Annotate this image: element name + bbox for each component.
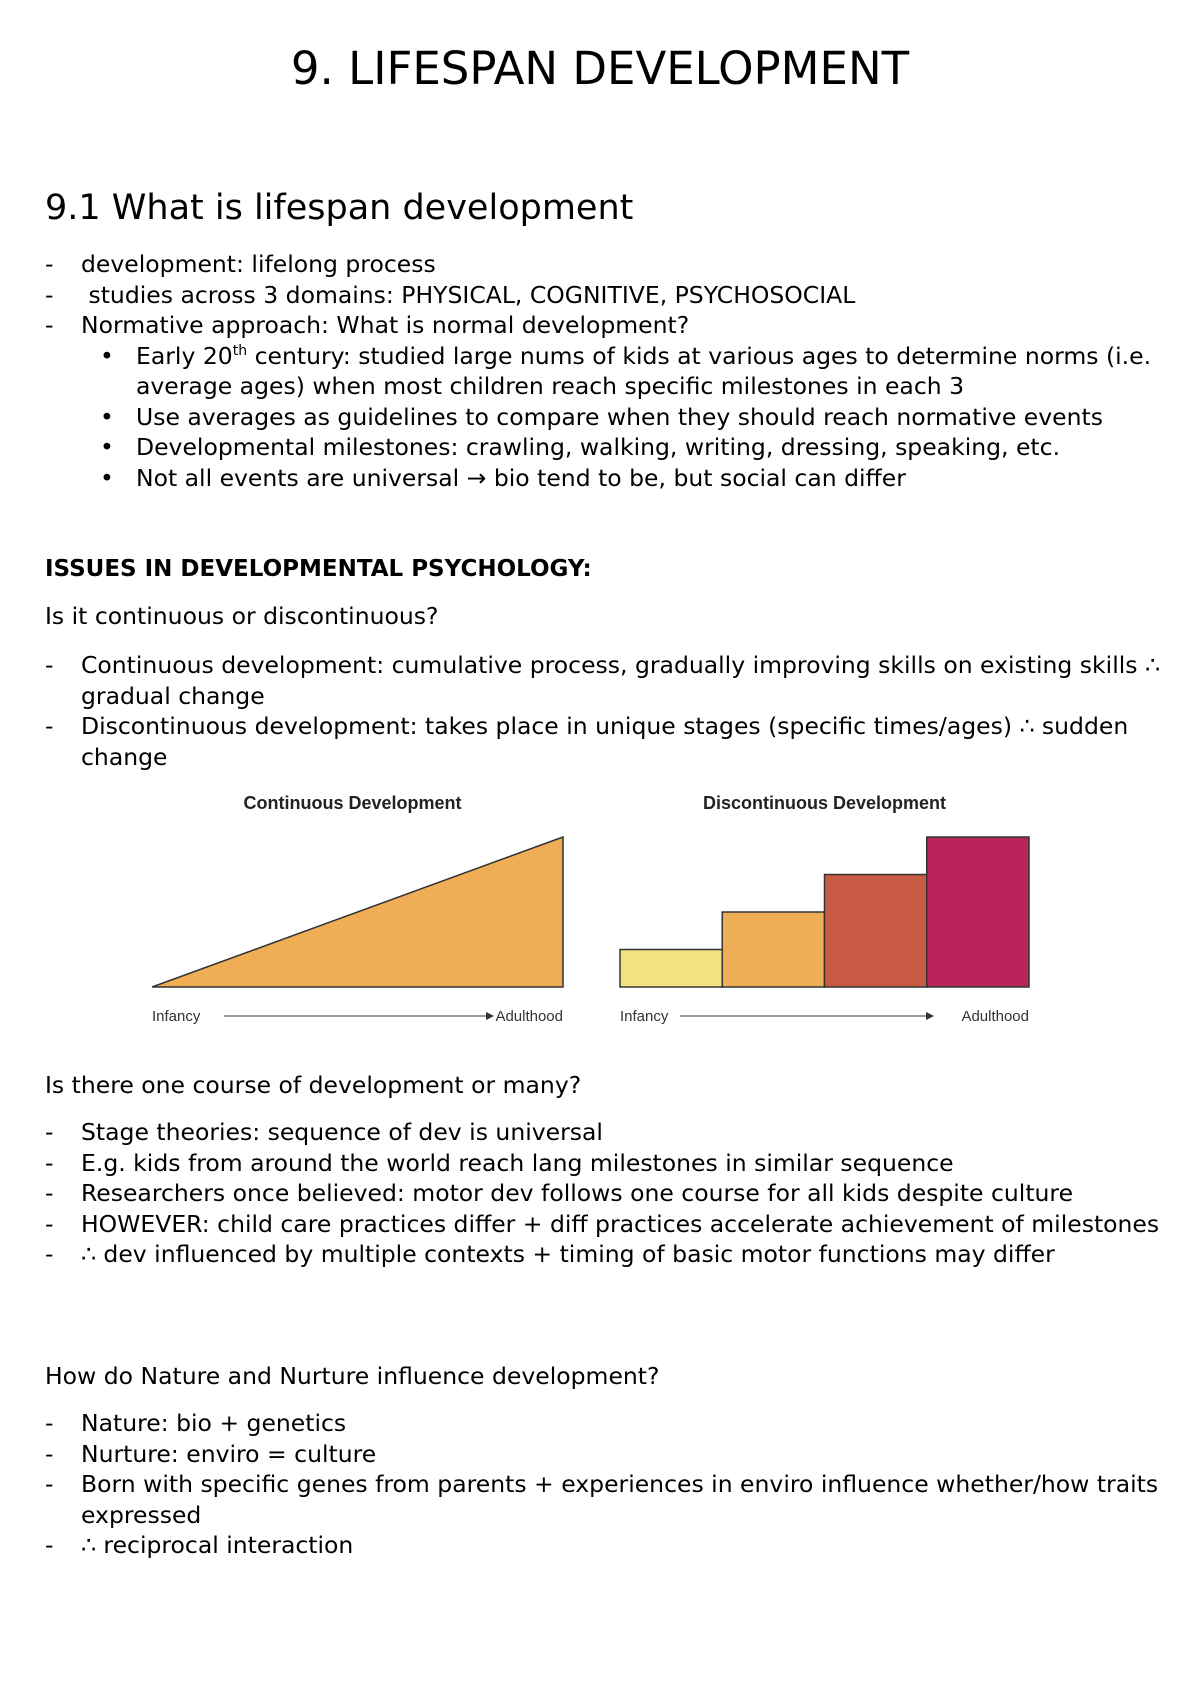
question-nature-nurture: How do Nature and Nurture influence development? <box>45 1362 660 1390</box>
dash-marker: - <box>45 1409 54 1437</box>
list-item-text: HOWEVER: child care practices differ + diff practices accelerate achievement of milestones <box>81 1209 1160 1238</box>
course-block <box>45 1117 1165 1270</box>
bullet-text: Developmental milestones: crawling, walking, writing, dressing, speaking, etc. <box>136 433 1061 461</box>
list-item <box>45 1530 1165 1561</box>
page-title: 9. LIFESPAN DEVELOPMENT <box>290 42 910 95</box>
stage-bar <box>825 875 927 988</box>
dash-marker: - <box>45 1209 54 1238</box>
charts-svg <box>130 780 1050 1040</box>
bullet-item <box>100 463 1165 494</box>
list-item <box>45 711 1165 772</box>
section-heading: 9.1 What is lifespan development <box>45 188 634 228</box>
ordinal-superscript: th <box>232 342 248 359</box>
list-item-text: ∴ reciprocal interaction <box>81 1531 354 1559</box>
bullet-item <box>100 402 1165 433</box>
list-item <box>45 249 1165 280</box>
intro-block <box>45 249 1165 493</box>
bullet-text: Use averages as guidelines to compare when they should reach normative events <box>136 402 1103 431</box>
list-item-text: Nurture: enviro = culture <box>81 1439 377 1468</box>
dash-marker: - <box>45 1179 54 1207</box>
dash-marker: - <box>45 311 54 339</box>
list-item-text: studies across 3 domains: PHYSICAL, COGNITIVE, PSYCHOSOCIAL <box>81 280 856 309</box>
list-item-text: Born with specific genes from parents + experiences in enviro influence whether/how traits expressed <box>81 1470 1159 1529</box>
list-item-text: ∴ dev influenced by multiple contexts + timing of basic motor functions may differ <box>81 1240 1055 1268</box>
course-list <box>45 1117 1165 1270</box>
continuity-list <box>45 650 1165 772</box>
stage-bar <box>722 912 824 987</box>
list-item <box>45 1117 1165 1148</box>
list-item <box>45 1439 1165 1470</box>
list-item-text: Normative approach: What is normal development? <box>81 311 690 339</box>
list-item <box>45 1408 1165 1439</box>
x-label-start: Infancy <box>152 1008 201 1025</box>
list-item-text: E.g. kids from around the world reach lang milestones in similar sequence <box>81 1148 954 1177</box>
list-item <box>45 1178 1165 1209</box>
list-item <box>45 1148 1165 1179</box>
nature-nurture-block <box>45 1408 1165 1561</box>
list-item-text: Continuous development: cumulative process, gradually improving skills on existing skills ∴ gradual change <box>81 651 1160 710</box>
question-course: Is there one course of development or many? <box>45 1071 582 1099</box>
dash-marker: - <box>45 250 54 278</box>
issues-heading: ISSUES IN DEVELOPMENTAL PSYCHOLOGY: <box>45 556 592 582</box>
list-item-text: development: lifelong process <box>81 250 436 278</box>
normative-bullets <box>100 341 1165 494</box>
x-label-start: Infancy <box>620 1008 669 1025</box>
dash-marker: - <box>45 1118 54 1146</box>
stage-bar <box>620 950 722 988</box>
dash-marker: - <box>45 1148 54 1177</box>
list-item-text: Nature: bio + genetics <box>81 1409 347 1437</box>
nature-nurture-list <box>45 1408 1165 1561</box>
intro-list <box>45 249 1165 341</box>
list-item-text: Stage theories: sequence of dev is universal <box>81 1118 603 1146</box>
continuous-area <box>152 837 563 987</box>
x-label-end: Adulthood <box>495 1008 563 1025</box>
list-item <box>45 1239 1165 1270</box>
development-charts <box>130 780 1050 1040</box>
list-item <box>45 1209 1165 1240</box>
list-item-text: Discontinuous development: takes place in unique stages (specific times/ages) ∴ sudden change <box>81 712 1129 771</box>
x-label-end: Adulthood <box>961 1008 1029 1025</box>
bullet-text: Not all events are universal → bio tend to be, but social can differ <box>136 463 906 492</box>
dash-marker: - <box>45 1240 54 1268</box>
dash-marker: - <box>45 280 54 309</box>
list-item <box>45 1469 1165 1530</box>
list-item <box>45 310 1165 341</box>
bullet-text-post: century: studied large nums of kids at various ages to determine norms (i.e. average ages) when most children reach specific milestones in each 3 <box>136 341 1152 400</box>
list-item <box>45 650 1165 711</box>
bullet-marker: • <box>100 433 114 461</box>
bullet-marker: • <box>100 341 114 370</box>
question-continuous: Is it continuous or discontinuous? <box>45 602 439 630</box>
bullet-item <box>100 341 1165 402</box>
bullet-marker: • <box>100 402 114 431</box>
dash-marker: - <box>45 651 54 679</box>
list-item-text: Researchers once believed: motor dev follows one course for all kids despite culture <box>81 1179 1074 1207</box>
list-item <box>45 280 1165 311</box>
continuity-block <box>45 650 1165 772</box>
bullet-text-pre: Early 20 <box>136 341 233 370</box>
stage-bar <box>927 837 1029 987</box>
chart-title-discontinuous: Discontinuous Development <box>702 793 947 813</box>
dash-marker: - <box>45 1439 54 1468</box>
bullet-item <box>100 432 1165 463</box>
bullet-marker: • <box>100 463 114 492</box>
dash-marker: - <box>45 1470 54 1498</box>
chart-title-continuous: Continuous Development <box>243 793 462 813</box>
dash-marker: - <box>45 712 54 740</box>
dash-marker: - <box>45 1531 54 1559</box>
